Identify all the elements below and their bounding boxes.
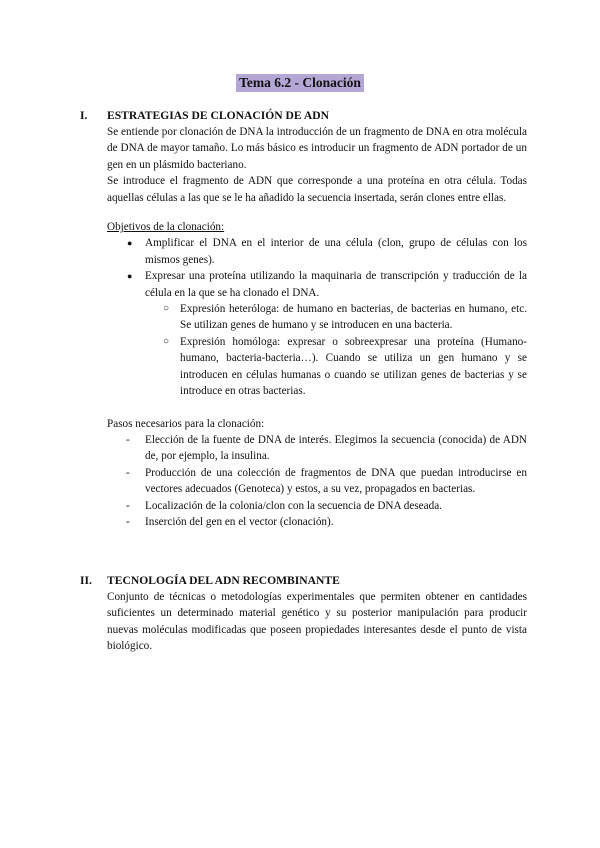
list-item <box>107 432 527 465</box>
section-2-title: TECNOLOGÍA DEL ADN RECOMBINANTE <box>107 574 340 587</box>
list-item <box>107 235 527 268</box>
list-item <box>107 498 527 514</box>
bullet-icon: ● <box>127 271 133 282</box>
section-1-body <box>107 124 527 530</box>
steps-list <box>107 432 527 530</box>
expression-type-text: Expresión homóloga: expresar o sobreexpresar una proteína (Humano-humano, bacteria-bacteria…). Cuando se utiliza un gen humano y se introducen en células humanas o cuando se utilizan genes de bacterias y se introduce en otras bacterias. <box>180 335 527 398</box>
list-item <box>107 268 527 399</box>
section-1-paragraph-2: Se introduce el fragmento de ADN que corresponde a una proteína en otra célula. Todas aquellas células a las que se le ha añadido la secuencia insertada, serán clones entre ellas. <box>107 175 527 204</box>
section-1-title: ESTRATEGIAS DE CLONACIÓN DE ADN <box>107 109 330 122</box>
dash-icon: - <box>126 515 130 528</box>
circle-bullet-icon: ○ <box>163 335 170 347</box>
expression-type-text: Expresión heteróloga: de humano en bacterias, de bacterias en humano, etc. Se utilizan genes de humano y se introducen en una bacteria. <box>180 303 527 332</box>
section-2-number: II. <box>80 574 92 587</box>
list-item <box>107 514 527 530</box>
steps-block <box>107 416 527 531</box>
objective-text: Expresar una proteína utilizando la maquinaria de transcripción y traducción de la célula en la que se ha clonado el DNA. <box>145 270 527 299</box>
step-text: Elección de la fuente de DNA de interés. Elegimos la secuencia (conocida) de ADN de, por ejemplo, la insulina. <box>145 433 527 463</box>
dash-icon: - <box>126 466 130 479</box>
section-2-body <box>107 589 527 655</box>
section-1-heading <box>80 108 329 124</box>
page-title: Tema 6.2 - Clonación <box>236 74 364 92</box>
section-1-paragraph-1: Se entiende por clonación de DNA la introducción de un fragmento de DNA en otra molécula de DNA de mayor tamaño. Lo más básico es introducir un fragmento de ADN portador de un gen en un plásmido bacteriano. <box>107 126 527 171</box>
objectives-label: Objetivos de la clonación: <box>107 221 225 234</box>
expression-types-list <box>145 301 527 399</box>
circle-bullet-icon: ○ <box>163 303 170 315</box>
dash-icon: - <box>126 433 130 446</box>
step-text: Producción de una colección de fragmentos de DNA que puedan introducirse en vectores adecuados (Genoteca) y estos, a su vez, propagados en bacterias. <box>145 466 527 496</box>
section-2-heading <box>80 573 340 589</box>
objectives-block <box>107 219 527 399</box>
objectives-list <box>107 235 527 399</box>
list-item <box>107 465 527 498</box>
step-text: Inserción del gen en el vector (clonación). <box>145 515 334 528</box>
bullet-icon: ● <box>127 238 133 249</box>
title-wrap <box>0 74 600 92</box>
list-item <box>107 301 527 334</box>
steps-label: Pasos necesarios para la clonación: <box>107 417 265 430</box>
step-text: Localización de la colonia/clon con la secuencia de DNA deseada. <box>145 499 442 512</box>
dash-icon: - <box>126 499 130 512</box>
objective-text: Amplificar el DNA en el interior de una célula (clon, grupo de células con los mismos genes). <box>145 237 527 266</box>
list-item <box>107 334 527 400</box>
section-1-number: I. <box>80 109 88 122</box>
section-2-paragraph: Conjunto de técnicas o metodologías experimentales que permiten obtener en cantidades suficientes un determinado material genético y su posterior manipulación para producir nuevas moléculas modificadas que poseen propiedades interesantes desde el punto de vista biológico. <box>107 591 527 653</box>
